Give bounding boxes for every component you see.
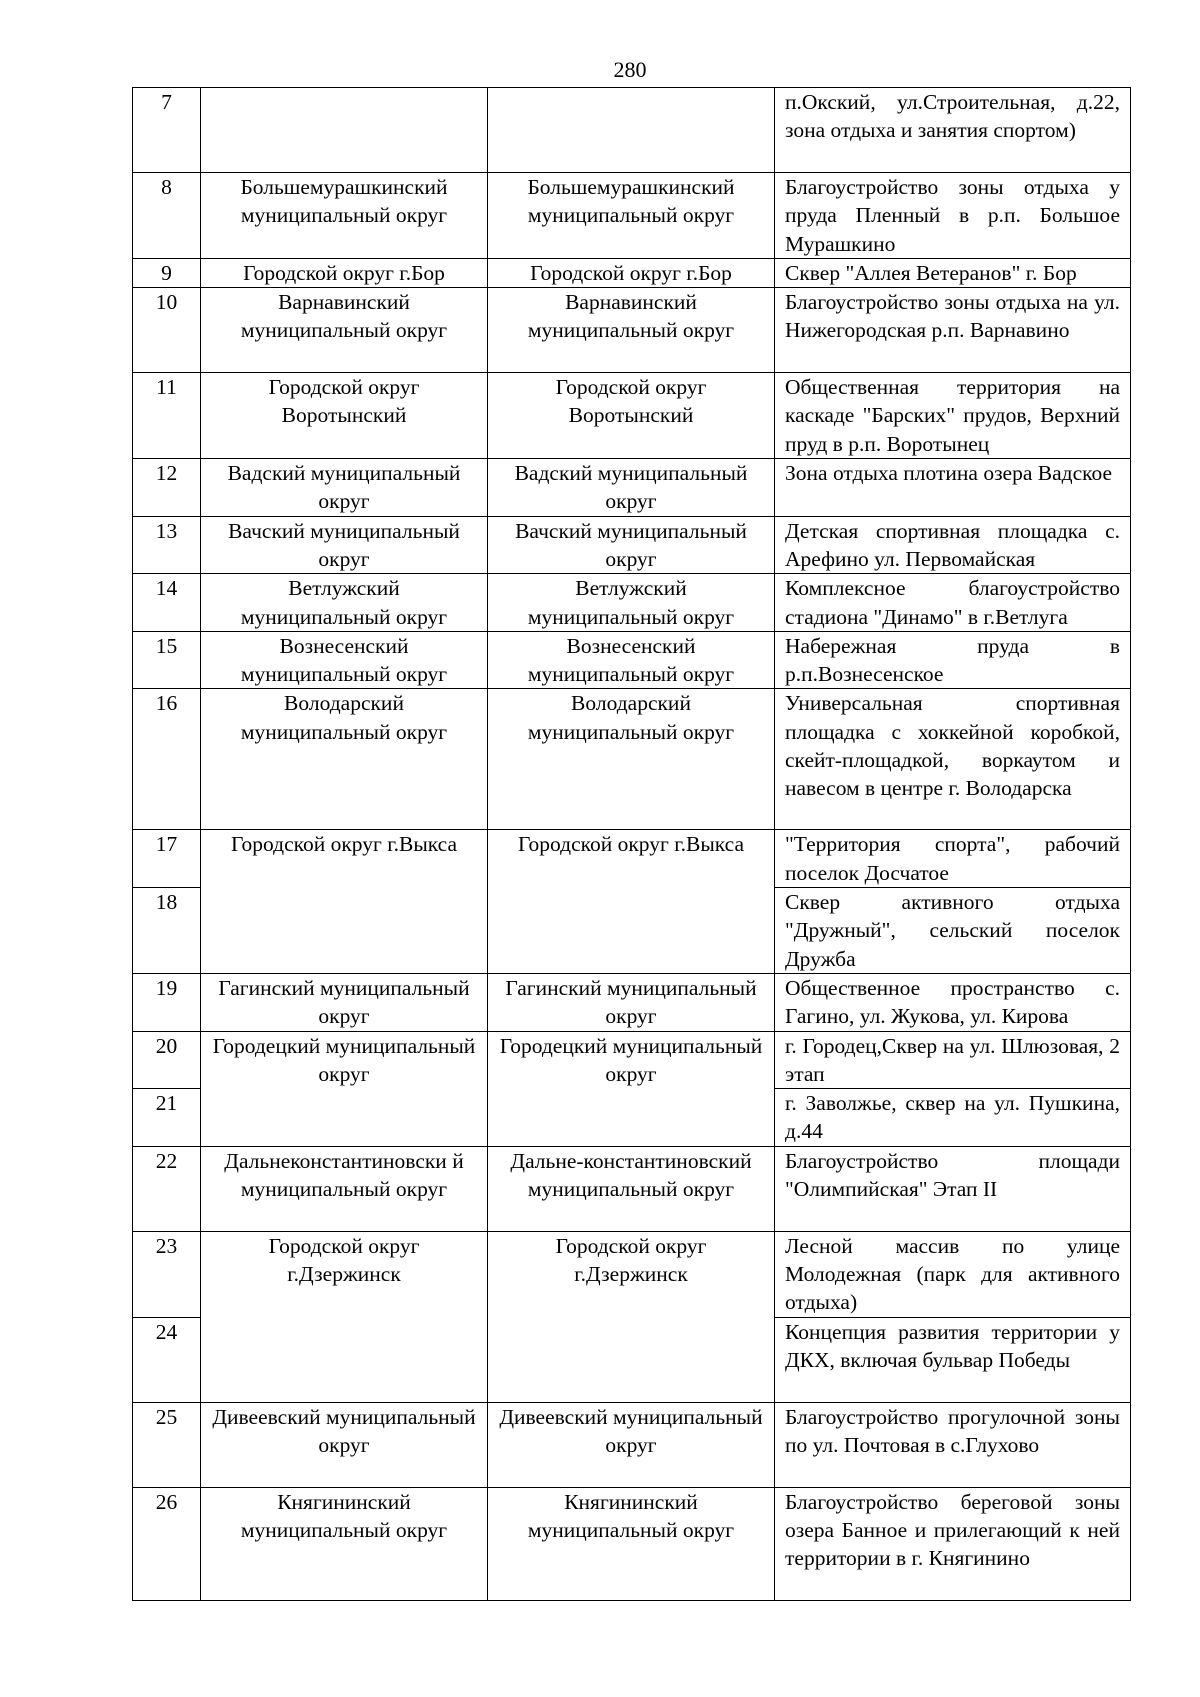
district-cell: Большемурашкинский муниципальный округ — [201, 173, 488, 259]
row-number: 23 — [133, 1231, 201, 1317]
object-cell: Детская спортивная площадка с. Арефино ул. Первомайская — [775, 516, 1131, 574]
municipality-cell — [488, 88, 775, 173]
table-row — [133, 574, 1131, 632]
object-cell: п.Окский, ул.Строительная, д.22, зона отдыха и занятия спортом) — [775, 88, 1131, 173]
district-cell: Вачский муниципальный округ — [201, 516, 488, 574]
row-number: 15 — [133, 631, 201, 689]
table-row — [133, 516, 1131, 574]
table-row — [133, 459, 1131, 517]
municipality-cell: Княгининский муниципальный округ — [488, 1487, 775, 1600]
table-row — [133, 631, 1131, 689]
row-number: 26 — [133, 1487, 201, 1600]
municipality-cell: Дальне-константиновский муниципальный округ — [488, 1146, 775, 1231]
row-number: 12 — [133, 459, 201, 517]
row-number: 25 — [133, 1402, 201, 1487]
objects-table — [132, 87, 1131, 1601]
row-number: 19 — [133, 973, 201, 1031]
district-cell: Городской округ г.Дзержинск — [201, 1231, 488, 1402]
table-row — [133, 258, 1131, 287]
table-row — [133, 88, 1131, 173]
table-row — [133, 1031, 1131, 1089]
object-cell: Общественное пространство с. Гагино, ул. Жукова, ул. Кирова — [775, 973, 1131, 1031]
object-cell: Лесной массив по улице Молодежная (парк для активного отдыха) — [775, 1231, 1131, 1317]
table-row — [133, 689, 1131, 830]
district-cell: Княгининский муниципальный округ — [201, 1487, 488, 1600]
object-cell: Общественная территория на каскаде "Барских" прудов, Верхний пруд в р.п. Воротынец — [775, 373, 1131, 459]
table-row — [133, 1402, 1131, 1487]
district-cell: Городской округ г.Бор — [201, 258, 488, 287]
object-cell: Благоустройство береговой зоны озера Банное и прилегающий к ней территории в г. Княгинино — [775, 1487, 1131, 1600]
municipality-cell: Городской округ г.Дзержинск — [488, 1231, 775, 1402]
object-cell: Благоустройство зоны отдыха у пруда Пленный в р.п. Большое Мурашкино — [775, 173, 1131, 259]
municipality-cell: Городецкий муниципальный округ — [488, 1031, 775, 1146]
row-number: 13 — [133, 516, 201, 574]
row-number: 7 — [133, 88, 201, 173]
row-number: 18 — [133, 888, 201, 974]
district-cell: Городецкий муниципальный округ — [201, 1031, 488, 1146]
district-cell: Дивеевский муниципальный округ — [201, 1402, 488, 1487]
district-cell: Варнавинский муниципальный округ — [201, 288, 488, 373]
municipality-cell: Городской округ г.Выкса — [488, 830, 775, 973]
municipality-cell: Варнавинский муниципальный округ — [488, 288, 775, 373]
row-number: 22 — [133, 1146, 201, 1231]
object-cell: Универсальная спортивная площадка с хоккейной коробкой, скейт-площадкой, воркаутом и навесом в центре г. Володарска — [775, 689, 1131, 830]
municipality-cell: Вадский муниципальный округ — [488, 459, 775, 517]
row-number: 24 — [133, 1317, 201, 1402]
object-cell: Сквер активного отдыха "Дружный", сельский поселок Дружба — [775, 888, 1131, 974]
municipality-cell: Городской округ Воротынский — [488, 373, 775, 459]
object-cell: Зона отдыха плотина озера Вадское — [775, 459, 1131, 517]
municipality-cell: Володарский муниципальный округ — [488, 689, 775, 830]
object-cell: г. Заволжье, сквер на ул. Пушкина, д.44 — [775, 1089, 1131, 1147]
municipality-cell: Большемурашкинский муниципальный округ — [488, 173, 775, 259]
object-cell: Набережная пруда в р.п.Вознесенское — [775, 631, 1131, 689]
district-cell: Володарский муниципальный округ — [201, 689, 488, 830]
table-row — [133, 373, 1131, 459]
object-cell: Благоустройство площади "Олимпийская" Этап II — [775, 1146, 1131, 1231]
object-cell: г. Городец,Сквер на ул. Шлюзовая, 2 этап — [775, 1031, 1131, 1089]
object-cell: Благоустройство прогулочной зоны по ул. Почтовая в с.Глухово — [775, 1402, 1131, 1487]
object-cell: Сквер "Аллея Ветеранов" г. Бор — [775, 258, 1131, 287]
district-cell: Вадский муниципальный округ — [201, 459, 488, 517]
object-cell: Концепция развития территории у ДКХ, включая бульвар Победы — [775, 1317, 1131, 1402]
row-number: 10 — [133, 288, 201, 373]
district-cell: Городской округ г.Выкса — [201, 830, 488, 973]
district-cell — [201, 88, 488, 173]
municipality-cell: Вознесенский муниципальный округ — [488, 631, 775, 689]
row-number: 17 — [133, 830, 201, 888]
row-number: 20 — [133, 1031, 201, 1089]
object-cell: "Территория спорта", рабочий поселок Досчатое — [775, 830, 1131, 888]
district-cell: Ветлужский муниципальный округ — [201, 574, 488, 632]
table-row — [133, 1487, 1131, 1600]
row-number: 16 — [133, 689, 201, 830]
table-row — [133, 1146, 1131, 1231]
district-cell: Дальнеконстантиновски й муниципальный округ — [201, 1146, 488, 1231]
municipality-cell: Гагинский муниципальный округ — [488, 973, 775, 1031]
district-cell: Вознесенский муниципальный округ — [201, 631, 488, 689]
table-row — [133, 973, 1131, 1031]
municipality-cell: Городской округ г.Бор — [488, 258, 775, 287]
row-number: 8 — [133, 173, 201, 259]
district-cell: Городской округ Воротынский — [201, 373, 488, 459]
row-number: 14 — [133, 574, 201, 632]
table-row — [133, 830, 1131, 888]
row-number: 21 — [133, 1089, 201, 1147]
table-row — [133, 288, 1131, 373]
row-number: 11 — [133, 373, 201, 459]
table-row — [133, 173, 1131, 259]
district-cell: Гагинский муниципальный округ — [201, 973, 488, 1031]
row-number: 9 — [133, 258, 201, 287]
municipality-cell: Ветлужский муниципальный округ — [488, 574, 775, 632]
page-number: 280 — [613, 57, 647, 82]
municipality-cell: Вачский муниципальный округ — [488, 516, 775, 574]
table-row — [133, 1231, 1131, 1317]
object-cell: Благоустройство зоны отдыха на ул. Нижегородская р.п. Варнавино — [775, 288, 1131, 373]
object-cell: Комплексное благоустройство стадиона "Динамо" в г.Ветлуга — [775, 574, 1131, 632]
municipality-cell: Дивеевский муниципальный округ — [488, 1402, 775, 1487]
